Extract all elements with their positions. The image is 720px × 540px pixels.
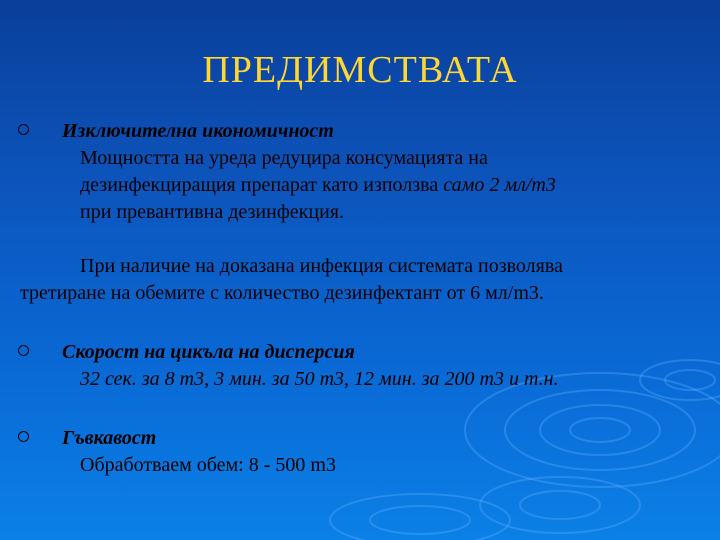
circle-bullet-icon: [18, 431, 29, 442]
section-flexibility: [0, 425, 720, 452]
section-heading: Гъвкавост: [62, 427, 157, 449]
section-text-line: 32 сек. за 8 m3, 3 мин. за 50 m3, 12 мин. за 200 m3 и т.н.: [80, 368, 559, 390]
italic-dose-text: само 2 мл/m3: [443, 174, 556, 196]
section-speed: [0, 339, 720, 366]
section-text-line: Мощността на уреда редуцира консумацията на: [80, 147, 488, 169]
slide-title: ПРЕДИМСТВАТА: [202, 49, 518, 91]
section-text-line: при превантивна дезинфекция.: [80, 201, 344, 223]
section-heading: Скорост на цикъла на дисперсия: [62, 341, 355, 363]
slide-content: [0, 118, 720, 479]
section-text-line: Обработваем обем: 8 - 500 m3: [80, 454, 336, 476]
section-text-line: третиране на обемите с количество дезинфектант от 6 мл/m3.: [20, 282, 544, 304]
section-economy: [0, 118, 720, 145]
section-heading: Изключителна икономичност: [62, 120, 334, 142]
circle-bullet-icon: [18, 345, 29, 356]
section-text-line: [0, 172, 720, 199]
section-text-fragment: дезинфекциращия препарат като използва: [80, 174, 439, 196]
section-text-line: При наличие на доказана инфекция системата позволява: [80, 255, 563, 277]
circle-bullet-icon: [18, 124, 29, 135]
